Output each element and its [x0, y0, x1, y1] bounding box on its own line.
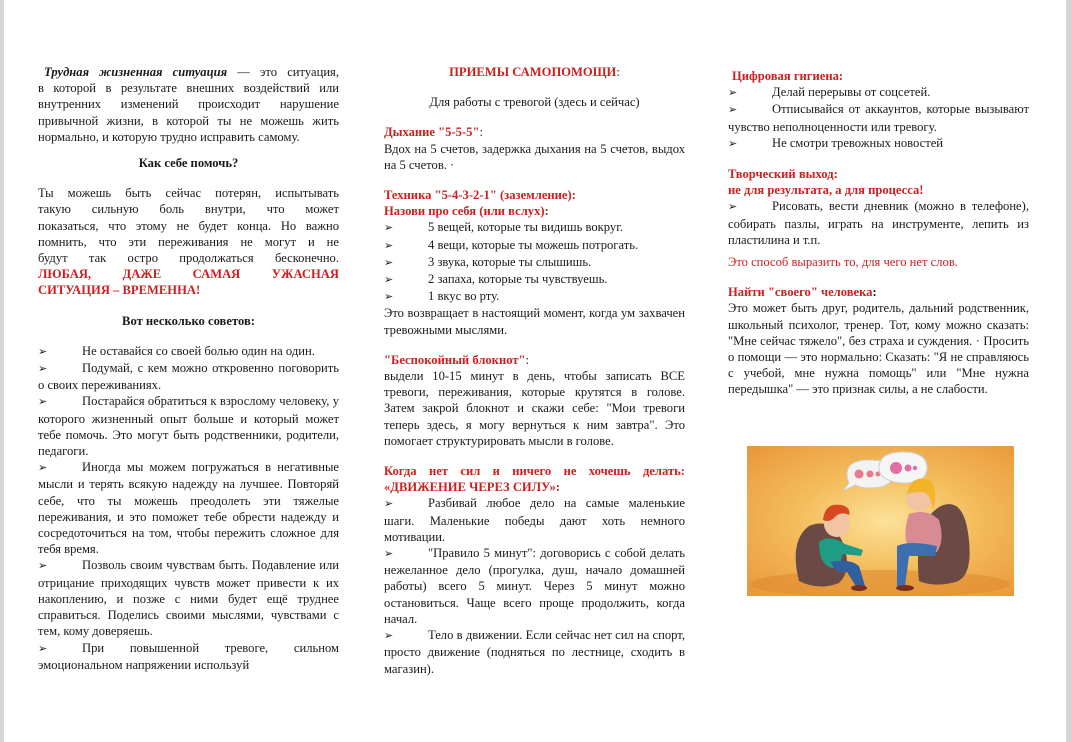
- breathing-heading: Дыхание "5-5-5":: [384, 125, 483, 140]
- tip-item: ➢ Позволь своим чувствам быть. Подавление или отрицание приходящих чувств может привести к их накоплению, и позже с ними будет ещё труднее справиться. Поделись своими мыслями, чувствами с тем, кому доверяешь.: [38, 558, 339, 639]
- heading-how-to-help: Как себе помочь?: [138, 156, 239, 171]
- creative-item: ➢ Рисовать, вести дневник (можно в телефоне), собирать пазлы, играть на инструменте, лепить из пластилина и т.п.: [728, 199, 1029, 247]
- arrow-bullet-icon: ➢: [384, 238, 394, 252]
- notebook-heading: "Беспокойный блокнот":: [384, 352, 530, 367]
- creative-note: Это способ выразить то, для чего нет слов.: [728, 255, 958, 270]
- paragraph-line: показаться, что этому не будет конца. Но важно: [38, 218, 339, 233]
- illustration-conversation: [747, 446, 1014, 596]
- nopower-subheading: «ДВИЖЕНИЕ ЧЕРЕЗ СИЛУ»:: [384, 480, 561, 495]
- arrow-bullet-icon: ➢: [38, 461, 48, 475]
- arrow-bullet-icon: ➢: [384, 221, 394, 235]
- paragraph-line: Ты можешь быть сейчас потерян, испытывать: [38, 186, 339, 201]
- nopower-item: ➢ Тело в движении. Если сейчас нет сил на спорт, просто движение (подняться по лестнице, сходить в магазин).: [384, 628, 685, 676]
- grounding-item: ➢ 4 вещи, которые ты можешь потрогать.: [384, 237, 685, 254]
- person-heading: Найти "своего" человека:: [728, 285, 877, 300]
- conversation-illustration-icon: [747, 446, 1014, 596]
- definition-line-1: Трудная жизненная ситуация — это ситуация,: [44, 65, 339, 79]
- person-text: Это может быть друг, родитель, дальний родственник, школьный психолог, тренер. Тот, кому можно сказать: "Мне сейчас тяжело", без страха и суждения. · Просить о помощи — это нормально: Сказать: "Я не справляюсь с учебой, мне нужна помощь" или "Мне нужна передышка" — это признак силы, а не слабости.: [728, 301, 1029, 397]
- arrow-bullet-icon: ➢: [384, 255, 394, 269]
- arrow-bullet-icon: ➢: [38, 559, 48, 573]
- digital-item: ➢ Не смотри тревожных новостей: [728, 135, 1029, 152]
- digital-item: ➢ Отписывайся от аккаунтов, которые вызывают чувство неполноценности или тревогу.: [728, 102, 1029, 134]
- column-middle: [384, 64, 685, 677]
- tip-item: ➢ При повышенной тревоге, сильном эмоциональном напряжении используй: [38, 640, 339, 672]
- definition-line: нормально, и которую трудно исправить самому.: [38, 129, 300, 144]
- paragraph-line: такую сильную боль внутри, что может: [38, 202, 339, 217]
- arrow-bullet-icon: ➢: [384, 273, 394, 287]
- digital-heading: Цифровая гигиена:: [732, 69, 844, 83]
- tip-item: ➢ Подумай, с кем можно откровенно поговорить о своих переживаниях.: [38, 361, 339, 393]
- creative-subheading: не для результата, а для процесса!: [728, 183, 924, 198]
- arrow-bullet-icon: ➢: [38, 344, 48, 358]
- arrow-bullet-icon: ➢: [384, 290, 394, 304]
- grounding-subheading: Назови про себя (или вслух):: [384, 204, 549, 219]
- tip-item: ➢ Не оставайся со своей болью один на один.: [38, 343, 339, 360]
- red-emphasis-line: СИТУАЦИЯ – ВРЕМЕННА!: [38, 283, 201, 298]
- nopower-item: ➢ Разбивай любое дело на самые маленькие шаги. Маленькие победы дают хоть немного мотивации.: [384, 496, 685, 544]
- arrow-bullet-icon: ➢: [728, 103, 738, 117]
- digital-item: ➢ Делай перерывы от соцсетей.: [728, 84, 1029, 101]
- arrow-bullet-icon: ➢: [728, 200, 738, 214]
- arrow-bullet-icon: ➢: [728, 86, 738, 100]
- definition-line: в которой в результате внешних воздействий или: [38, 81, 339, 96]
- notebook-text: выдели 10-15 минут в день, чтобы записать ВСЕ тревоги, переживания, которые крутятся в голове. Затем закрой блокнот и скажи себе: "Мои тревоги теперь здесь, я могу вернуться к ним завтра". Это помогает структурировать мысли в голове.: [384, 369, 685, 448]
- breathing-text: Вдох на 5 счетов, задержка дыхания на 5 счетов, выдох на 5 счетов. ·: [384, 141, 685, 172]
- nopower-item: ➢ "Правило 5 минут": договорись с собой делать нежеланное дело (прогулка, душ, начало домашней работы) всего 5 минут. Через 5 минут можно остановиться. Чаще всего проще продолжить, когда начал.: [384, 546, 685, 626]
- tip-item: ➢ Постарайся обратиться к взрослому человеку, у которого жизненный опыт больше и который может тебе помочь. Это могут быть родственники, родители, педагоги.: [38, 394, 339, 459]
- grounding-item: ➢ 5 вещей, которые ты видишь вокруг.: [384, 219, 685, 236]
- arrow-bullet-icon: ➢: [384, 547, 394, 561]
- definition-term: Трудная жизненная ситуация: [44, 65, 228, 79]
- nopower-heading: Когда нет сил и ничего не хочешь делать:: [384, 464, 685, 479]
- definition-line: привычной жизни, в которой ты не можешь жить: [38, 113, 339, 128]
- arrow-bullet-icon: ➢: [384, 629, 394, 643]
- heading-tips: Вот несколько советов:: [122, 313, 255, 328]
- creative-heading: Творческий выход:: [728, 167, 838, 182]
- column-left: [38, 64, 339, 673]
- paragraph-line: будут так остро продолжаться бесконечно.: [38, 251, 339, 266]
- tip-item: ➢ Иногда мы можем погружаться в негативные мысли и терять всякую надежду на лучшее. Повторяй себе, что ты можешь преодолеть эти тяжелые переживания, и это поможет тебе обрести надежду и сосредоточиться на том, чтобы пережить сложное для тебя время.: [38, 460, 339, 557]
- column-right: [728, 68, 1029, 398]
- red-emphasis-line: ЛЮБАЯ, ДАЖЕ САМАЯ УЖАСНАЯ: [38, 267, 339, 282]
- arrow-bullet-icon: ➢: [38, 362, 48, 376]
- grounding-item: ➢ 1 вкус во рту.: [384, 288, 685, 305]
- paragraph-line: помнить, что эти переживания не могут и не: [38, 234, 339, 249]
- grounding-note: Это возвращает в настоящий момент, когда ум захвачен тревожными мыслями.: [384, 306, 685, 337]
- arrow-bullet-icon: ➢: [384, 497, 394, 511]
- definition-line: внутренних изменений происходит нарушение: [38, 97, 339, 112]
- section-title: ПРИЕМЫ САМОПОМОЩИ:: [449, 65, 620, 79]
- subtitle: Для работы с тревогой (здесь и сейчас): [429, 95, 640, 110]
- arrow-bullet-icon: ➢: [38, 395, 48, 409]
- grounding-item: ➢ 3 звука, которые ты слышишь.: [384, 254, 685, 271]
- grounding-item: ➢ 2 запаха, которые ты чувствуешь.: [384, 271, 685, 288]
- grounding-heading: Техника "5-4-3-2-1" (заземление):: [384, 188, 576, 203]
- arrow-bullet-icon: ➢: [728, 136, 738, 150]
- page-edge-left: [0, 0, 4, 742]
- page-edge-right: [1066, 0, 1072, 742]
- arrow-bullet-icon: ➢: [38, 641, 48, 655]
